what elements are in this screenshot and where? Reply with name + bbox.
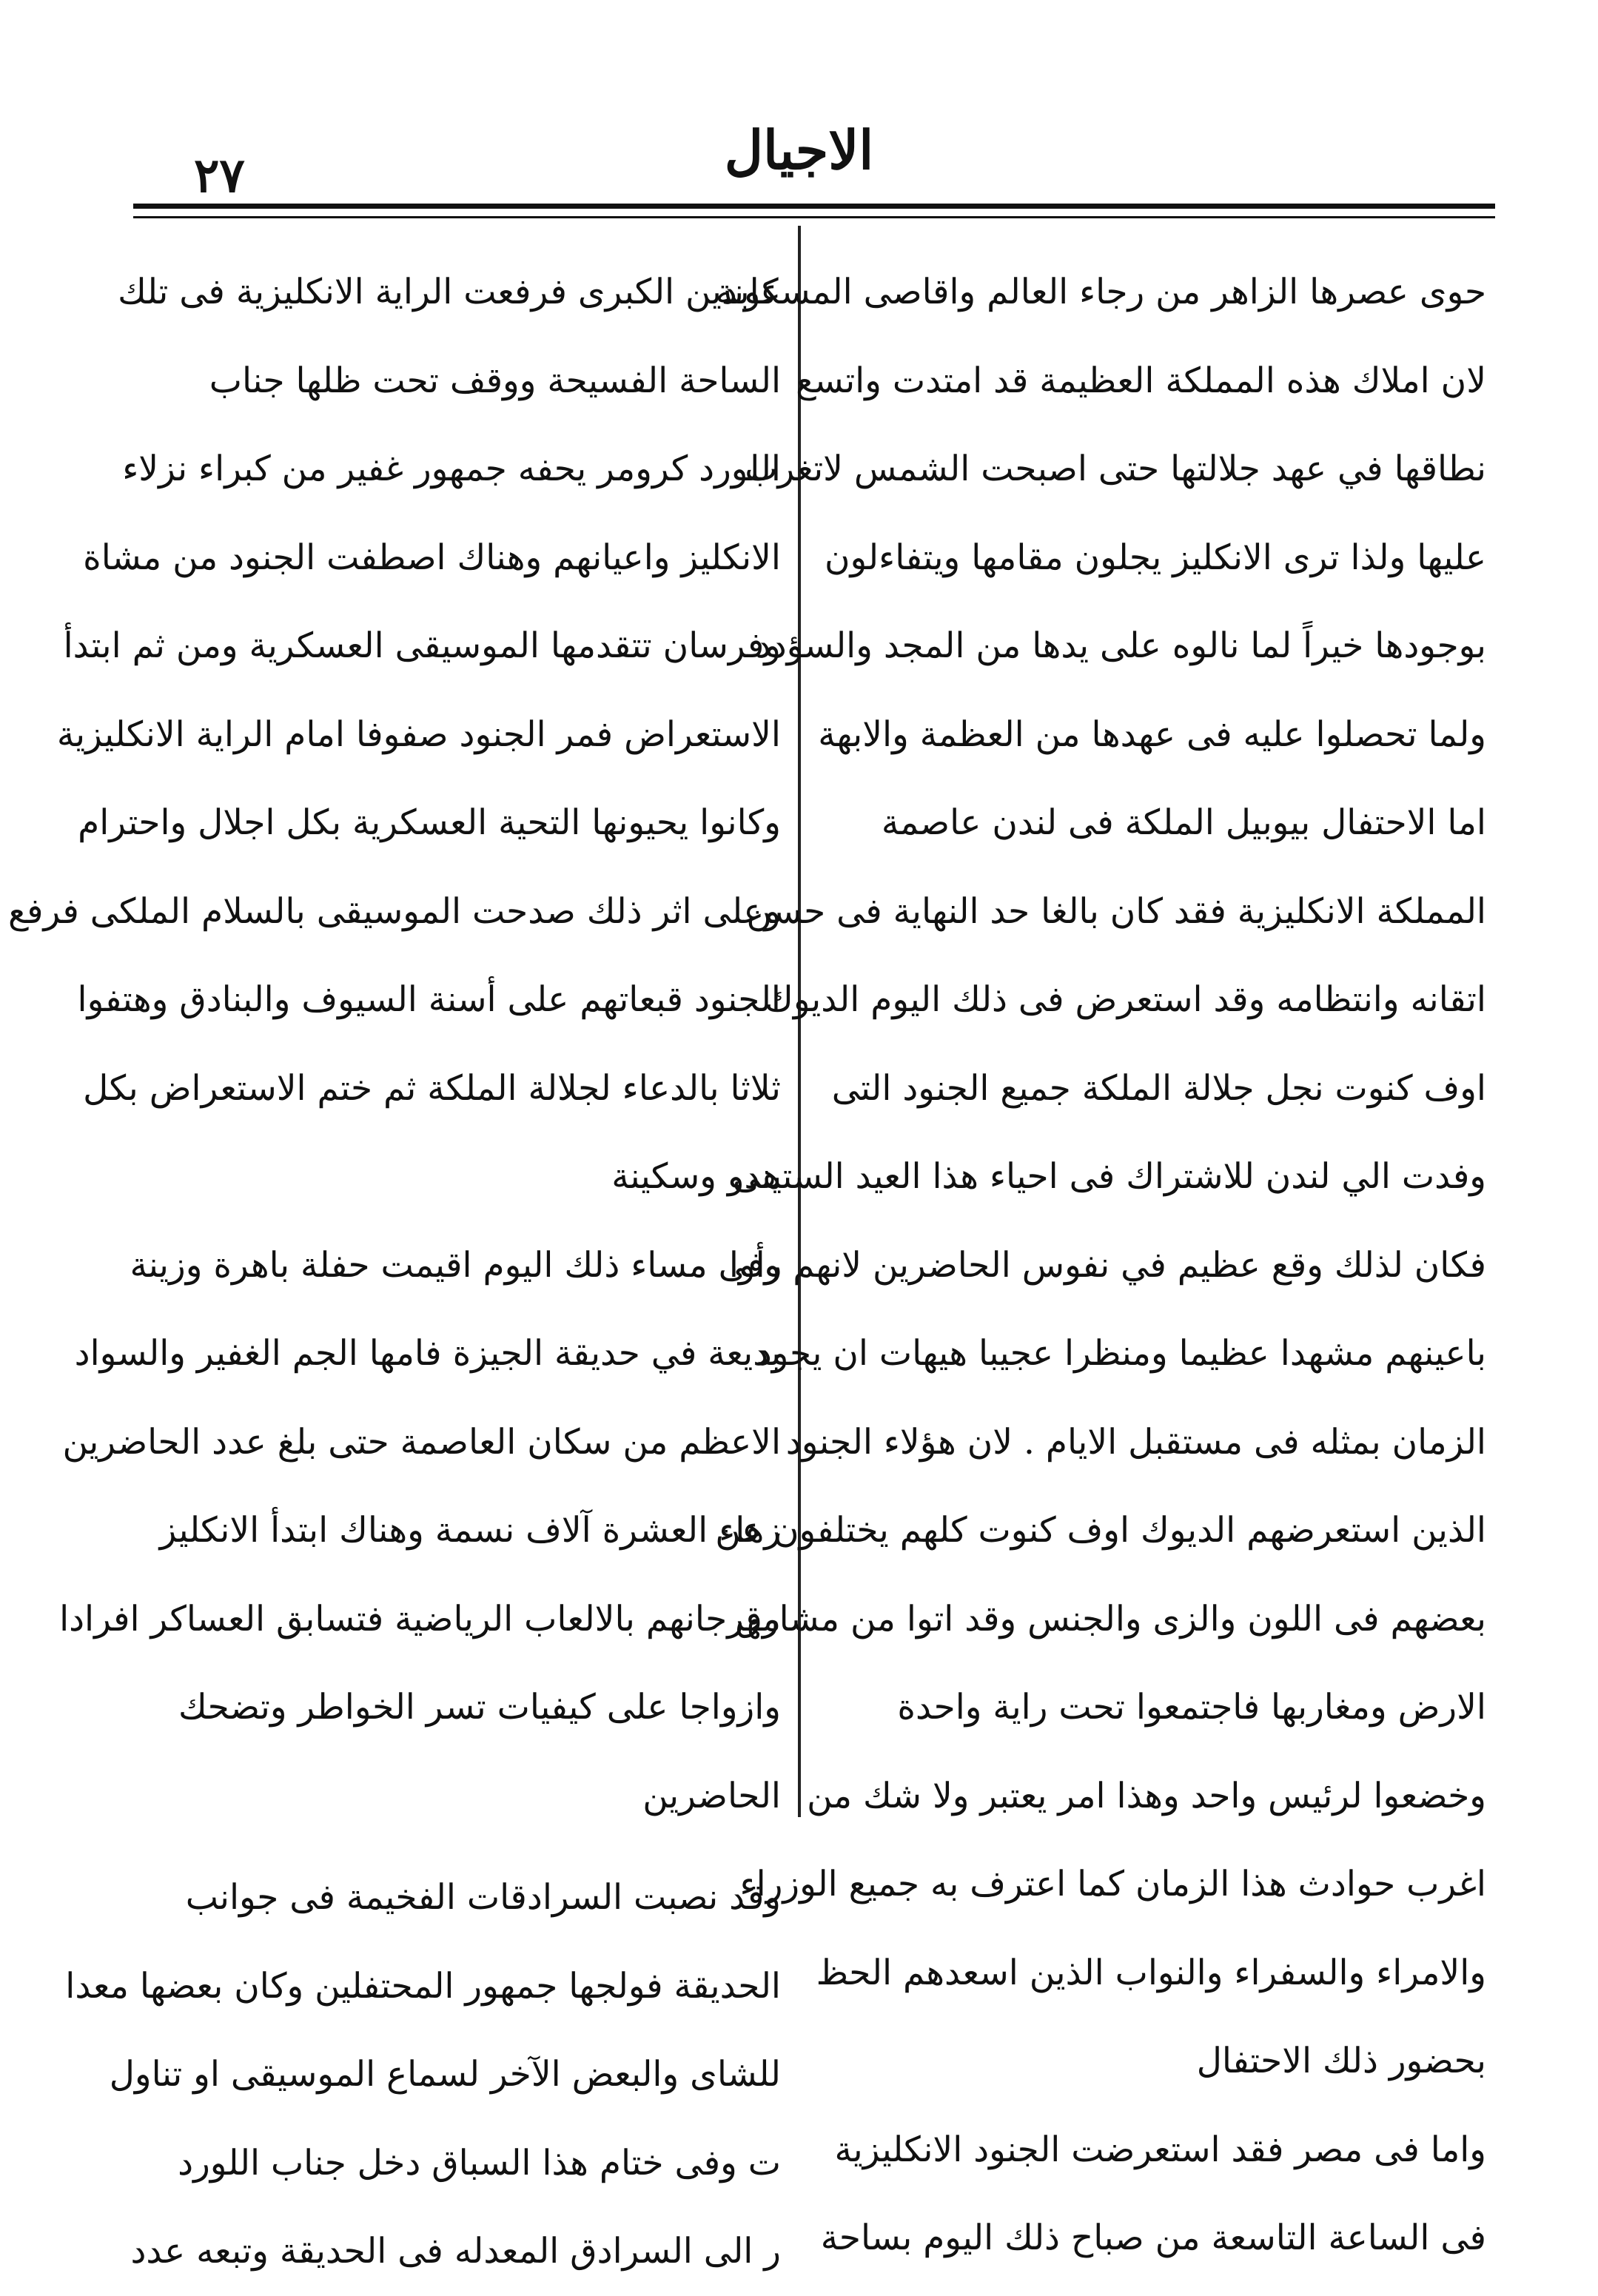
text-line: حوى عصرها الزاهر من رجاء العالم واقاصى المسكونة (715, 272, 1486, 312)
text-line: وازواجا على كيفيات تسر الخواطر وتضحك (178, 1687, 781, 1728)
text-line: بحضور ذلك الاحتفال (1196, 2041, 1486, 2081)
text-line: ولما تحصلوا عليه فى عهدها من العظمة والابهة (818, 714, 1486, 755)
right-column (715, 248, 1486, 2283)
text-line: اوف كنوت نجل جلالة الملكة جميع الجنود التى (831, 1067, 1486, 1109)
text-line: الساحة الفسيحة ووقف تحت ظلها جناب (209, 360, 781, 401)
text-line: اغرب حوادث هذا الزمان كما اعترف به جميع الوزراء (739, 1864, 1486, 1904)
header-rule-thick (133, 204, 1495, 209)
text-line: واما فى مصر فقد استعرضت الجنود الانكليزية (834, 2129, 1486, 2170)
text-line: الاستعراض فمر الجنود صفوفا امام الراية الانكليزية (56, 714, 781, 755)
text-line: الحديقة فولجها جمهور المحتفلين وكان بعضها معدا (65, 1965, 781, 2007)
text-line: وكانوا يحيونها التحية العسكرية بكل اجلال واحترام (78, 802, 781, 843)
page-number: ٢٧ (194, 148, 245, 204)
text-line: بعضهم فى اللون والزى والجنس وقد اتوا من مشارق (735, 1598, 1486, 1639)
text-line: عابدين الكبرى فرفعت الراية الانكليزية فى تلك (118, 272, 781, 312)
text-line: فى الساعة التاسعة من صباح ذلك اليوم بساحة (820, 2218, 1486, 2258)
text-line: للشاى والبعض الآخر لسماع الموسيقى او تناول (109, 2054, 781, 2095)
text-line: ثلاثا بالدعاء لجلالة الملكة ثم ختم الاستعراض بكل (83, 1067, 781, 1109)
text-line: وقد نصبت السرادقات الفخيمة فى جوانب (185, 1877, 781, 1918)
text-line: باعينهم مشهدا عظيما ومنظرا عجيبا هيهات ان يجود (756, 1333, 1486, 1374)
text-line: وخضعوا لرئيس واحد وهذا امر يعتبر ولا شك من (807, 1775, 1486, 1816)
right-column-paragraph (820, 2106, 1486, 2283)
right-column-paragraph (715, 248, 1486, 779)
text-line: بوجودها خيراً لما نالوه على يدها من المجد والسؤدد (755, 625, 1486, 666)
text-line: اما الاحتفال بيوبيل الملكة فى لندن عاصمة (881, 802, 1486, 843)
text-line: زهاء العشرة آلاف نسمة وهناك ابتدأ الانكليز (159, 1510, 781, 1551)
text-line: وفى مساء ذلك اليوم اقيمت حفلة باهرة وزينة (130, 1244, 781, 1286)
text-line: اتقانه وانتظامه وقد استعرض فى ذلك اليوم الديوك (765, 979, 1486, 1020)
text-line: فكان لذلك وقع عظيم في نفوس الحاضرين لانهم رأوا (728, 1244, 1486, 1286)
text-line: وعلى اثر ذلك صدحت الموسيقى بالسلام الملكى فرفع (7, 890, 781, 932)
text-line: ت وفى ختام هذا السباق دخل جناب اللورد (178, 2142, 781, 2183)
header-rule-thin (133, 216, 1495, 218)
text-line: بديعة في حديقة الجيزة فامها الجم الغفير والسواد (74, 1333, 781, 1374)
right-column-paragraph (715, 779, 1486, 2106)
text-line: والامراء والسفراء والنواب الذين اسعدهم الحظ (816, 1952, 1486, 1993)
text-line: اللورد كرومر يحفه جمهور غفير من كبراء نزلاء (122, 449, 781, 489)
text-line: نطاقها في عهد جلالتها حتى اصبحت الشمس لاتغرب (745, 449, 1486, 489)
text-line: الزمان بمثله فى مستقبل الايام . لان هؤلاء الجنود (785, 1421, 1486, 1463)
left-column-paragraph (7, 248, 781, 1221)
journal-title: الاجيال (724, 118, 874, 181)
text-line: لان املاك هذه المملكة العظيمة قد امتدت واتسع (796, 360, 1486, 401)
left-column-paragraph (65, 1853, 781, 2296)
text-line: ر الى السرادق المعدله فى الحديقة وتبعه عدد (130, 2231, 781, 2272)
text-line: عليها ولذا ترى الانكليز يجلون مقامها ويتفاءلون (824, 537, 1486, 578)
text-line: وفرسان تتقدمها الموسيقى العسكرية ومن ثم ابتدأ (63, 625, 781, 666)
text-line: هدو وسكينة (611, 1156, 781, 1197)
text-line: الانكليز واعيانهم وهناك اصطفت الجنود من مشاة (83, 537, 781, 578)
text-line: الاعظم من سكان العاصمة حتى بلغ عدد الحاضرين (62, 1421, 781, 1463)
text-line: وفدت الي لندن للاشتراك فى احياء هذا العيد الستينى (732, 1156, 1486, 1197)
text-line: الحاضرين (642, 1775, 781, 1816)
text-line: الجنود قبعاتهم على أسنة السيوف والبنادق وهتفوا (77, 979, 781, 1020)
text-line: الذين استعرضهم الديوك اوف كنوت كلهم يختلفون عن (715, 1510, 1486, 1551)
text-line: المملكة الانكليزية فقد كان بالغا حد النهاية فى حسن (746, 890, 1486, 932)
text-line: الارض ومغاربها فاجتمعوا تحت راية واحدة (897, 1687, 1486, 1728)
left-column (7, 248, 781, 2296)
text-line: مهرجانهم بالالعاب الرياضية فتسابق العساكر افرادا (59, 1598, 781, 1639)
left-column-paragraph (59, 1221, 781, 1841)
